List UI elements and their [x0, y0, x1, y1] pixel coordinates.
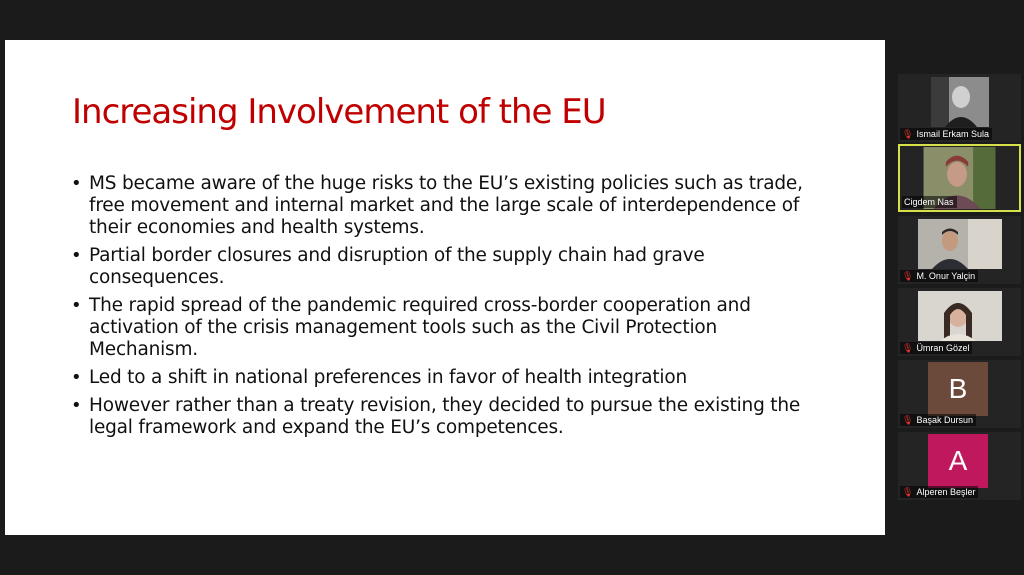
participant-name-label: 🎙 Başak Dursun [900, 414, 976, 426]
slide-bullet: • The rapid spread of the pandemic required cross-border cooperation and activation of the crisis management tools such as the Civil Protection Mechanism. [71, 295, 751, 360]
participant-name-label: Cigdem Nas [902, 196, 957, 208]
participant-video [918, 219, 1002, 269]
slide-title: Increasing Involvement of the EU [72, 92, 606, 132]
participant-tile[interactable] [898, 216, 1021, 284]
participant-name-label: 🎙 Ümran Gözel [900, 342, 972, 354]
mic-muted-icon: 🎙 [902, 129, 914, 139]
slide-bullet-list [69, 173, 829, 445]
participant-name-label: 🎙 Ismail Erkam Sula [900, 128, 992, 140]
participant-tile[interactable] [898, 74, 1021, 142]
participant-tile[interactable] [898, 360, 1021, 428]
participant-avatar: A [928, 434, 988, 488]
participant-tile-active-speaker[interactable] [898, 144, 1021, 212]
mic-muted-icon: 🎙 [902, 415, 914, 425]
shared-slide [5, 40, 885, 535]
participant-name-label: 🎙 M. Onur Yalçin [900, 270, 978, 282]
participant-tile[interactable] [898, 288, 1021, 356]
slide-bullet: • However rather than a treaty revision, they decided to pursue the existing the legal framework and expand the EU’s competences. [71, 395, 801, 438]
participant-video [931, 77, 989, 127]
participant-video [918, 291, 1002, 341]
slide-bullet: • Led to a shift in national preferences in favor of health integration [71, 367, 688, 388]
slide-bullet: • Partial border closures and disruption of the supply chain had grave consequences. [71, 245, 705, 288]
slide-bullet: • MS became aware of the huge risks to the EU’s existing policies such as trade, free movement and internal market and the large scale of interdependence of their economies and health systems. [71, 173, 803, 238]
participant-tile[interactable] [898, 432, 1021, 500]
mic-muted-icon: 🎙 [902, 487, 914, 497]
participant-avatar: B [928, 362, 988, 416]
mic-muted-icon: 🎙 [902, 271, 914, 281]
participant-name-label: 🎙 Alperen Beşler [900, 486, 978, 498]
mic-muted-icon: 🎙 [902, 343, 914, 353]
